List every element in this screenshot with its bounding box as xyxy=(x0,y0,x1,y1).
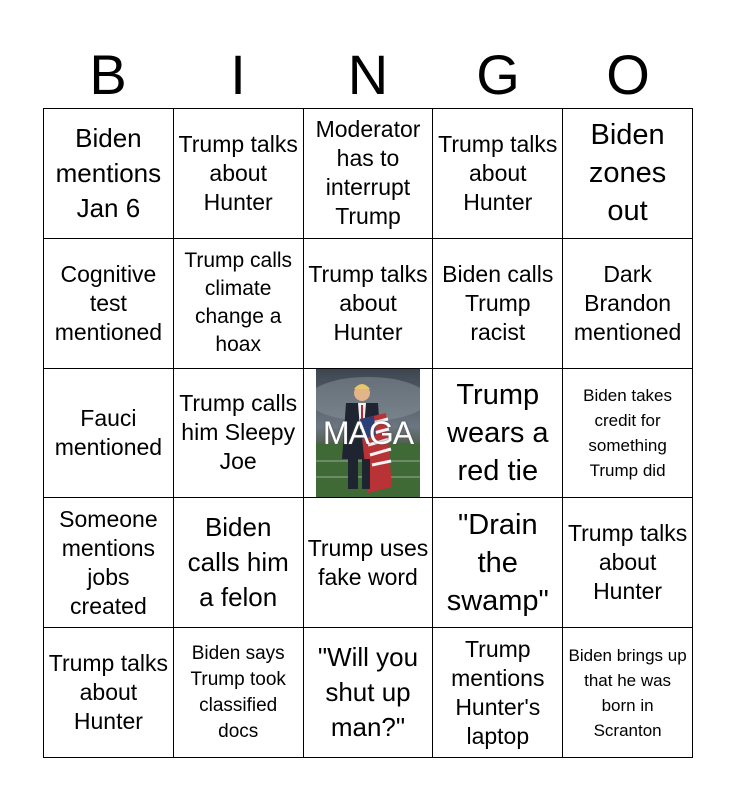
cell-text: Trump calls climate change a hoax xyxy=(184,249,293,357)
bingo-cell[interactable] xyxy=(433,109,563,239)
bingo-cell[interactable] xyxy=(563,498,693,628)
bingo-cell[interactable] xyxy=(44,239,174,369)
cell-text: Trump mentions Hunter's laptop xyxy=(451,635,545,749)
cell-text: Biden calls him a felon xyxy=(187,512,289,613)
free-space-label: MAGA xyxy=(322,414,414,451)
bingo-cell[interactable] xyxy=(304,628,434,758)
cell-text: Biden brings up that he was born in Scranton xyxy=(568,645,687,740)
header-letter-n: N xyxy=(347,43,389,106)
bingo-cell[interactable] xyxy=(304,109,434,239)
cell-text: Biden says Trump took classified docs xyxy=(190,642,286,742)
cell-text: Trump talks about Hunter xyxy=(567,520,688,605)
bingo-grid xyxy=(43,108,693,758)
bingo-cell[interactable] xyxy=(433,628,563,758)
bingo-cell[interactable] xyxy=(304,498,434,628)
cell-text: Moderator has to interrupt Trump xyxy=(315,116,421,230)
cell-text: Trump wears a red tie xyxy=(447,378,549,487)
header-letter-g: G xyxy=(476,43,520,106)
header-letter-o: O xyxy=(606,43,650,106)
bingo-header xyxy=(43,42,693,108)
bingo-cell[interactable] xyxy=(174,109,304,239)
cell-text: Trump talks about Hunter xyxy=(438,130,558,215)
bingo-cell[interactable] xyxy=(174,498,304,628)
cell-text: Biden calls Trump racist xyxy=(442,260,554,345)
cell-text: Trump uses fake word xyxy=(307,534,429,590)
cell-text: Someone mentions jobs created xyxy=(59,505,158,619)
cell-text: Trump talks about Hunter xyxy=(308,260,428,345)
bingo-cell[interactable] xyxy=(563,109,693,239)
free-space-image xyxy=(316,369,420,497)
cell-text: Trump calls him Sleepy Joe xyxy=(179,390,298,475)
cell-text: "Will you shut up man?" xyxy=(317,642,419,743)
free-space-cell[interactable] xyxy=(304,369,434,499)
bingo-cell[interactable] xyxy=(433,498,563,628)
bingo-cell[interactable] xyxy=(304,239,434,369)
bingo-cell[interactable] xyxy=(433,369,563,499)
cell-text: Biden takes credit for something Trump did xyxy=(583,385,673,480)
cell-text: Biden mentions Jan 6 xyxy=(55,122,162,223)
cell-text: Trump talks about Hunter xyxy=(48,650,169,735)
cell-text: "Drain the swamp" xyxy=(446,508,549,617)
bingo-cell[interactable] xyxy=(174,628,304,758)
cell-text: Cognitive test mentioned xyxy=(54,260,163,345)
bingo-cell[interactable] xyxy=(174,239,304,369)
cell-text: Dark Brandon mentioned xyxy=(573,260,682,345)
bingo-cell[interactable] xyxy=(563,369,693,499)
cell-text: Biden zones out xyxy=(588,119,667,228)
cell-text: Trump talks about Hunter xyxy=(178,130,298,215)
header-letter-i: I xyxy=(230,43,246,106)
bingo-cell[interactable] xyxy=(44,109,174,239)
bingo-cell[interactable] xyxy=(44,628,174,758)
bingo-cell[interactable] xyxy=(433,239,563,369)
bingo-cell[interactable] xyxy=(563,628,693,758)
bingo-cell[interactable] xyxy=(44,369,174,499)
header-letter-b: B xyxy=(89,43,127,106)
cell-text: Fauci mentioned xyxy=(54,404,163,460)
bingo-cell[interactable] xyxy=(563,239,693,369)
bingo-cell[interactable] xyxy=(174,369,304,499)
bingo-cell[interactable] xyxy=(44,498,174,628)
